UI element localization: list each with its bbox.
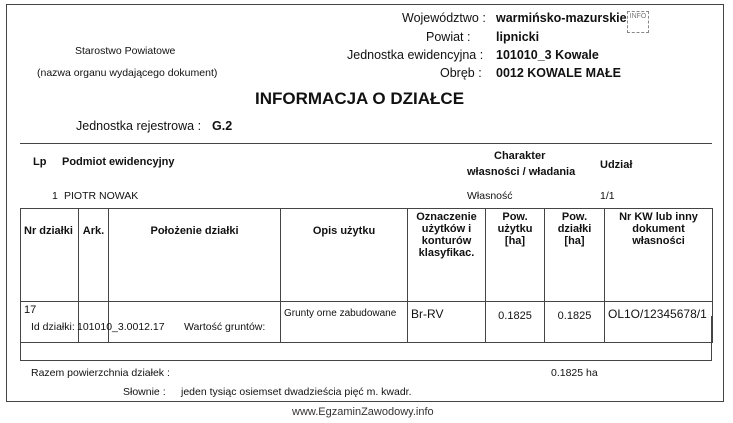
- organ-name: Starostwo Powiatowe: [75, 45, 176, 57]
- id-dzialki-value: 101010_3.0012.17: [77, 321, 165, 333]
- row-lp: 1: [52, 190, 58, 202]
- cell-pow-uzytku: 0.1825: [486, 302, 545, 343]
- watermark: www.EgzaminZawodowy.info: [292, 406, 434, 418]
- header-nr-dzialki: Nr działki: [21, 209, 79, 302]
- header-ark: Ark.: [79, 209, 109, 302]
- header-polozenie: Położenie działki: [109, 209, 281, 302]
- jednostka-value: 101010_3 Kowale: [496, 48, 599, 62]
- row-name: PIOTR NOWAK: [64, 190, 139, 202]
- header-pow-dzialki: Pow. działki [ha]: [545, 209, 605, 302]
- header-pow-uzytku: Pow. użytku [ha]: [486, 209, 545, 302]
- header-nr-kw: Nr KW lub inny dokument własności: [605, 209, 713, 302]
- powiat-value: lipnicki: [496, 30, 540, 44]
- cell-pow-dzialki: 0.1825: [545, 302, 605, 343]
- cell-nr-kw: OL1O/12345678/1: [605, 302, 713, 343]
- wojewodztwo-value: warmińsko-mazurskie: [496, 11, 627, 25]
- id-dzialki-label: Id działki:: [31, 321, 75, 333]
- organ-caption: (nazwa organu wydającego dokument): [37, 67, 218, 79]
- header-oznaczenie: Oznaczenie użytków i konturów klasyfikac.: [408, 209, 486, 302]
- obreb-label: Obręb :: [440, 66, 482, 80]
- row-udzial: 1/1: [600, 190, 615, 202]
- jednostka-rejestrowa-label: Jednostka rejestrowa :: [76, 119, 202, 133]
- wojewodztwo-label: Województwo :: [402, 11, 486, 25]
- obreb-value: 0012 KOWALE MAŁE: [496, 66, 622, 80]
- jednostka-rejestrowa-value: G.2: [212, 119, 233, 133]
- header-opis: Opis użytku: [281, 209, 408, 302]
- cell-oznaczenie: Br-RV: [408, 302, 486, 343]
- cell-nr-dzialki: 17: [21, 302, 79, 343]
- col-lp: Lp: [33, 156, 47, 168]
- info-icon: INFO: [627, 11, 649, 33]
- col-charakter-2: własności / władania: [467, 166, 576, 178]
- jednostka-label: Jednostka ewidencyjna :: [347, 48, 484, 62]
- row-charakter: Własność: [467, 190, 513, 202]
- powiat-label: Powiat :: [426, 30, 471, 44]
- cell-opis: Grunty orne zabudowane: [281, 302, 408, 343]
- col-udzial: Udział: [600, 159, 633, 171]
- slownie-label: Słownie :: [123, 386, 166, 398]
- razem-value: 0.1825 ha: [551, 367, 598, 379]
- table-header-row: [21, 209, 713, 302]
- col-podmiot: Podmiot ewidencyjny: [62, 156, 175, 168]
- slownie-value: jeden tysiąc osiemset dwadzieścia pięć m. kwadr.: [181, 386, 412, 398]
- divider: [20, 143, 712, 144]
- col-charakter-1: Charakter: [494, 150, 546, 162]
- razem-label: Razem powierzchnia działek :: [31, 367, 170, 379]
- wartosc-label: Wartość gruntów:: [184, 321, 266, 333]
- page-title: INFORMACJA O DZIAŁCE: [255, 89, 465, 108]
